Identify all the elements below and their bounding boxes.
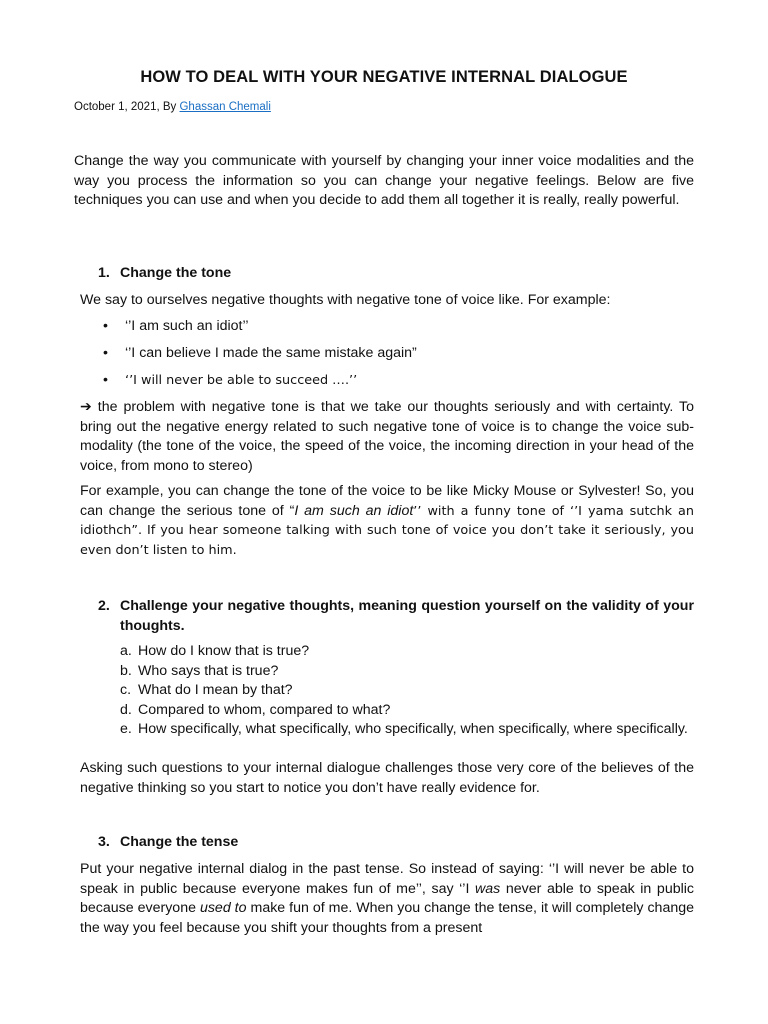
arrow-icon: ➔ <box>80 399 92 415</box>
list-item: c. What do I mean by that? <box>120 682 293 698</box>
section1-paragraph-1: ➔ the problem with negative tone is that we take our thoughts seriously and with certainty. To bring out the negative energy related to such negative tone of voice is to change the voice sub-modality (the tone of the voice, the speed of the voice, the incoming direction in your head of the voice, from mono to stereo) <box>80 399 694 474</box>
question-list <box>120 642 694 740</box>
byline <box>74 101 271 113</box>
bullet-icon: • <box>103 372 108 388</box>
bullet-item: • ‘’I am such an idiot’’ <box>103 318 249 334</box>
bullet-item: • ‘’I will never be able to succeed ….’’ <box>103 372 358 388</box>
section2-closing: Asking such questions to your internal dialogue challenges those very core of the believes of the negative thinking so you start to notice you don’t have really evidence for. <box>80 760 694 796</box>
author-link[interactable]: Ghassan Chemali <box>179 101 271 113</box>
intro-paragraph: Change the way you communicate with yourself by changing your inner voice modalities and the way you process the information so you can change your negative feelings. Below are five techniques you can use and when you decide to add them all together it is really, really powerful. <box>74 153 694 208</box>
section-heading-1: 1. Change the tone <box>98 265 232 281</box>
date: October 1, 2021, By <box>74 101 180 113</box>
list-item: a. How do I know that is true? <box>120 643 310 659</box>
section3-paragraph: Put your negative internal dialog in the past tense. So instead of saying: ‘’I will never be able to speak in public because everyone makes fun of me’’, say ‘’I was never able to speak in public because everyone used to make fun of me. When you change the tense, it will completely change the way you feel because you shift your thoughts from a present <box>80 861 695 936</box>
bullet-icon: • <box>103 318 108 334</box>
section-heading-2: 2. Challenge your negative thoughts, meaning question yourself on the validity of your thoughts. <box>98 598 694 634</box>
section1-paragraph-2: For example, you can change the tone of the voice to be like Micky Mouse or Sylvester! So, you can change the serious tone of “I am such an idiot’’ with a funny tone of ‘’I yama sutchk an idiothch”. If you hear someone talking with such tone of voice you don’t take it seriously, you even don’t listen to him. <box>80 483 694 558</box>
page-title: HOW TO DEAL WITH YOUR NEGATIVE INTERNAL DIALOGUE <box>140 68 628 86</box>
list-item: d. Compared to whom, compared to what? <box>120 701 391 718</box>
list-item: e. How specifically, what specifically, who specifically, when specifically, where specifically. <box>120 721 688 737</box>
bullet-item: • ‘’I can believe I made the same mistake again” <box>103 345 417 361</box>
section1-lead: We say to ourselves negative thoughts with negative tone of voice like. For example: <box>80 292 611 308</box>
list-item: b. Who says that is true? <box>120 662 279 679</box>
bullet-icon: • <box>103 345 108 361</box>
section-heading-3: 3. Change the tense <box>98 834 239 850</box>
